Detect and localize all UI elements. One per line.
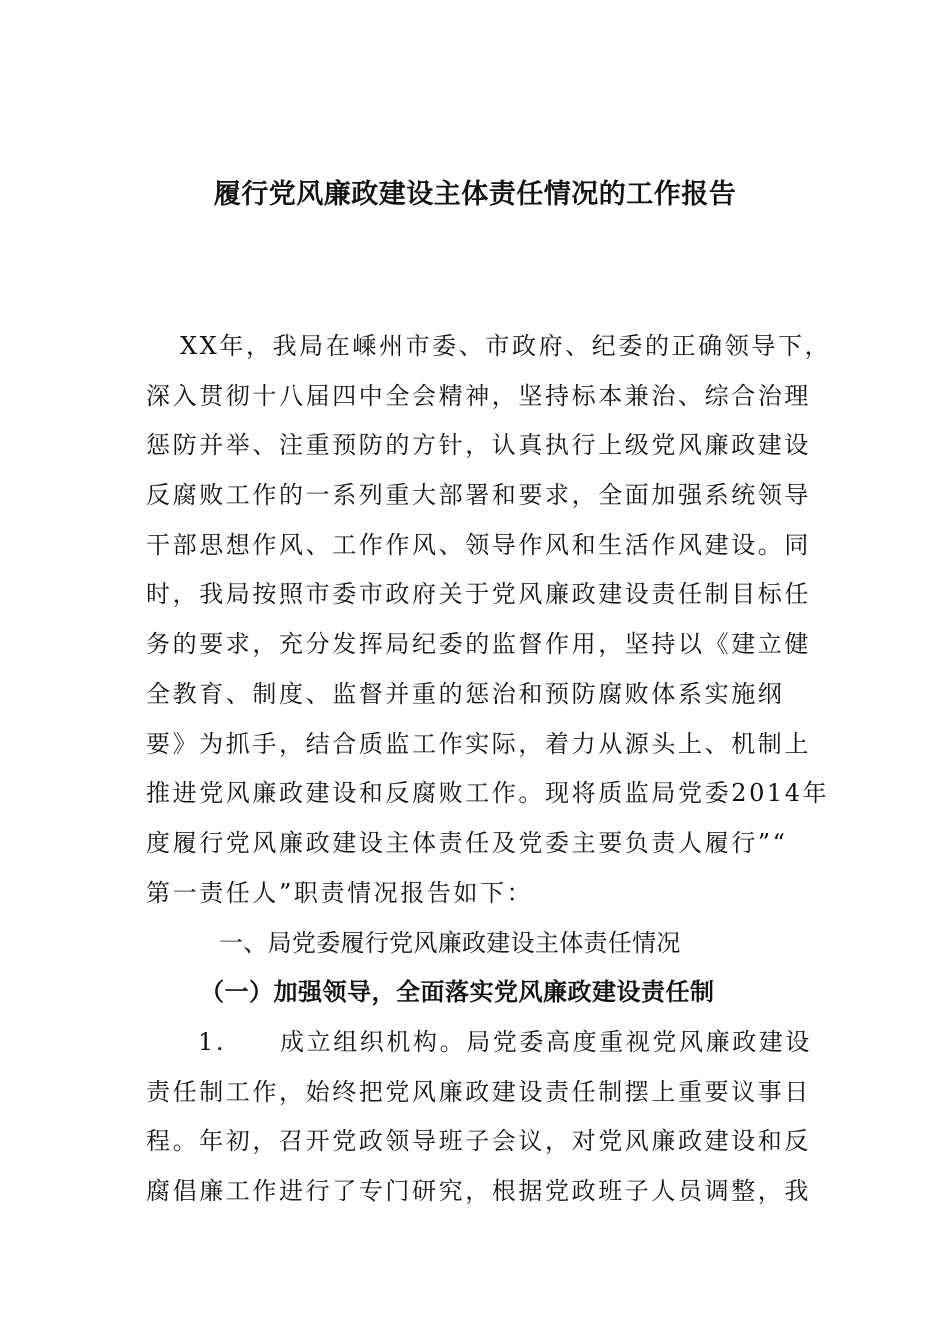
item-line-text: 成立组织机构。局党委高度重视党风廉政建设 — [280, 1028, 812, 1056]
paragraph-line: 时，我局按照市委市政府关于党风廉政建设责任制目标任 — [146, 580, 811, 609]
section-heading: 一、局党委履行党风廉政建设主体责任情况 — [219, 929, 681, 957]
paragraph-line: 度履行党风廉政建设主体责任及党委主要负责人履行”“ — [146, 828, 788, 857]
paragraph-line: 程。年初，召开党政领导班子会议，对党风廉政建设和反 — [146, 1127, 811, 1156]
paragraph-line: 务的要求，充分发挥局纪委的监督作用，坚持以《建立健 — [146, 630, 811, 659]
paragraph-line: XX年，我局在嵊州市委、市政府、纪委的正确领导下， — [180, 332, 832, 360]
paragraph-line — [146, 1018, 812, 1068]
paragraph-line: 全教育、制度、监督并重的惩治和预防腐败体系实施纲 — [146, 679, 785, 708]
paragraph-line: 推进党风廉政建设和反腐败工作。现将质监局党委2014年 — [146, 779, 830, 808]
paragraph-line: 责任制工作，始终把党风廉政建设责任制摆上重要议事日 — [146, 1077, 811, 1106]
paragraph-line: 惩防并举、注重预防的方针，认真执行上级党风廉政建设 — [146, 431, 811, 460]
document-title: 履行党风廉政建设主体责任情况的工作报告 — [213, 179, 737, 210]
paragraph-line: 反腐败工作的一系列重大部署和要求，全面加强系统领导 — [146, 481, 811, 510]
item-paragraph — [146, 1018, 812, 1217]
item-number: 1. — [198, 1028, 227, 1056]
paragraph-line: 干部思想作风、工作作风、领导作风和生活作风建设。同 — [146, 530, 811, 559]
paragraph-line: 腐倡廉工作进行了专门研究，根据党政班子人员调整，我 — [146, 1177, 811, 1206]
subsection-heading: （一）加强领导，全面落实党风廉政建设责任制 — [200, 977, 715, 1006]
paragraph-line: 第一责任人”职责情况报告如下： — [146, 878, 534, 907]
paragraph-line: 要》为抓手，结合质监工作实际，着力从源头上、机制上 — [146, 729, 811, 758]
paragraph-line: 深入贯彻十八届四中全会精神，坚持标本兼治、综合治理 — [146, 381, 811, 410]
intro-paragraph — [146, 322, 832, 918]
